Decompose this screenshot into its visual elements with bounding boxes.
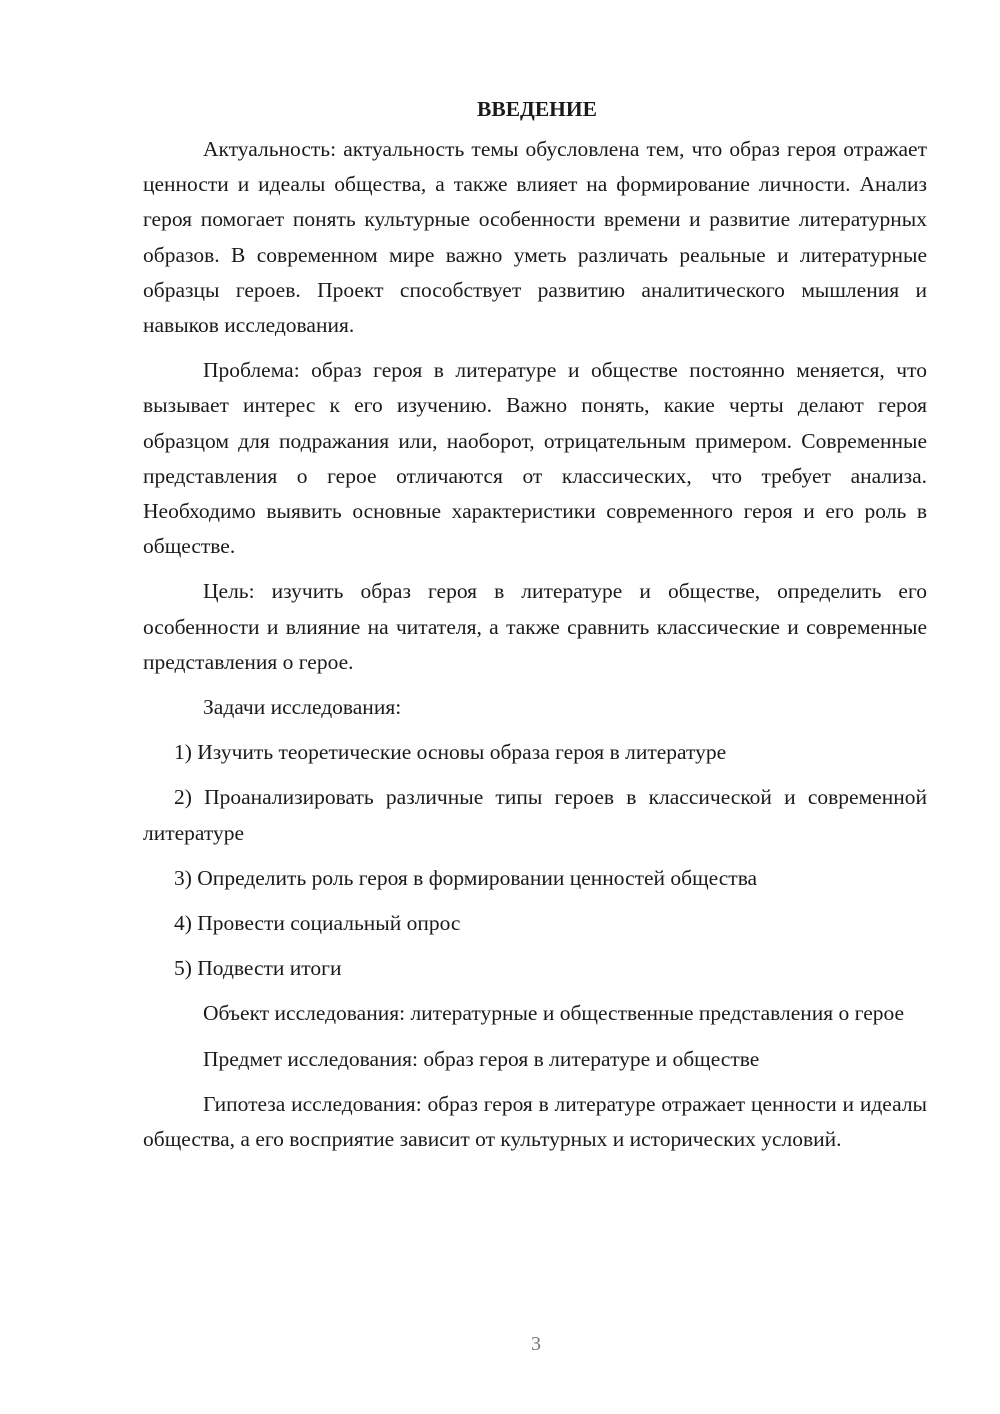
paragraph-subject: Предмет исследования: образ героя в литературе и обществе [203, 1046, 760, 1071]
list-item: 3) Определить роль героя в формировании ценностей общества [174, 865, 758, 890]
paragraph-object: Объект исследования: литературные и общественные представления о герое [203, 1001, 905, 1026]
paragraph-hypothesis: Гипотеза исследования: образ героя в литературе отражает ценности и идеалы общества, а его восприятие зависит от культурных и исторических условий. [143, 1091, 927, 1152]
list-item: 5) Подвести итоги [174, 956, 342, 981]
tasks-heading: Задачи исследования: [203, 695, 402, 720]
section-title: ВВЕДЕНИЕ [477, 97, 597, 121]
page-number: 3 [531, 1333, 541, 1355]
list-item: 4) Провести социальный опрос [174, 911, 461, 936]
tasks-list [143, 735, 927, 986]
list-item: 1) Изучить теоретические основы образа героя в литературе [174, 740, 727, 765]
paragraph-problem: Проблема: образ героя в литературе и обществе постоянно меняется, что вызывает интерес к его изучению. Важно понять, какие черты делают героя образцом для подражания или, наоборот, отрицательным примером. Современные представления о герое отличаются от классических, что требует анализа. Необходимо выявить основные характеристики современного героя и его роль в обществе. [143, 358, 927, 559]
document-page [143, 92, 927, 1167]
paragraph-relevance: Актуальность: актуальность темы обусловлена тем, что образ героя отражает ценности и идеалы общества, а также влияет на формирование личности. Анализ героя помогает понять культурные особенности времени и развитие литературных образов. В современном мире важно уметь различать реальные и литературные образцы героев. Проект способствует развитию аналитического мышления и навыков исследования. [143, 137, 927, 338]
list-item: 2) Проанализировать различные типы героев в классической и современной литературе [143, 785, 927, 845]
paragraph-goal: Цель: изучить образ героя в литературе и обществе, определить его особенности и влияние на читателя, а также сравнить классические и современные представления о герое. [143, 579, 927, 674]
